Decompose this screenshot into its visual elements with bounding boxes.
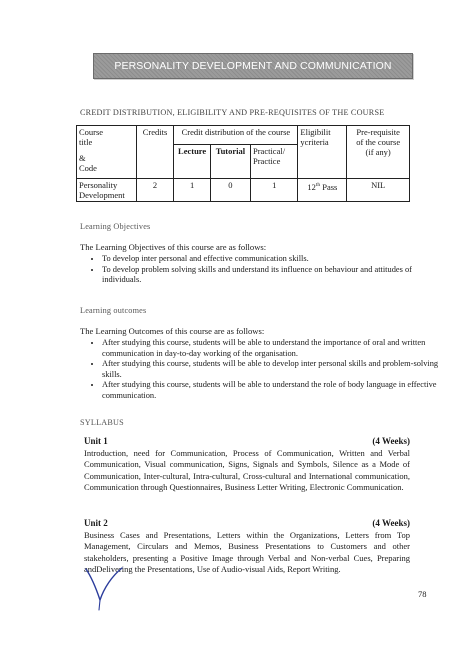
header-credit-distribution: Credit distribution of the course [174, 126, 298, 145]
header-course-title [77, 126, 137, 179]
header-lecture: Lecture [174, 145, 210, 179]
unit-2-duration: (4 Weeks) [372, 518, 410, 528]
header-prereq-line: of the course [356, 137, 401, 147]
header-practical-line: Practical/ [252, 146, 286, 157]
header-eligibility [298, 126, 347, 179]
course-name-line: Development [79, 190, 125, 200]
cell-prerequisite: NIL [347, 179, 410, 202]
cell-course-name [77, 179, 137, 202]
syllabus-heading: SYLLABUS [80, 418, 124, 427]
outcomes-intro: The Learning Outcomes of this course are as follows: [80, 326, 265, 336]
eligibility-text: Pass [320, 181, 338, 192]
credit-distribution-table [76, 125, 410, 202]
unit-1-body: Introduction, need for Communication, Process of Communication, Written and Verbal Communication, Visual communication, Signs, Signals and Symbols, Silence as a Mode of Communication, Inter-cultural, Intra-cultural, Cross-cultural and International communication, Communication through Questionnaires, Business Letter Writing, Electronic Communication. [84, 448, 410, 493]
unit-1-header [84, 436, 410, 446]
unit-2-body: Business Cases and Presentations, Letters within the Organizations, Letters from Top Management, Circulars and Memos, Business Presentations to Customers and other stakeholders, presenting a Positive Image through Verbal and Non-verbal Cues, Preparing andDelivering the Presentations, Use of Audio-visual Aids, Report Writing. [84, 530, 410, 575]
cell-eligibility [298, 179, 347, 202]
objectives-intro: The Learning Objectives of this course are as follows: [80, 242, 267, 252]
list-item: • After studying this course, students will be able to understand the role of body language in effective communication. [102, 380, 440, 401]
eligibility-superscript: th [315, 182, 321, 188]
list-item: • After studying this course, students will be able to understand the importance of oral and written communication in day-to-day working of the organisation. [102, 338, 440, 359]
eligibility-number: 12 [307, 181, 316, 192]
header-course-line: title [79, 137, 93, 147]
checkmark-icon [84, 566, 124, 612]
header-prereq-line: Pre-requisite [356, 127, 400, 137]
learning-outcomes-heading: Learning outcomes [80, 306, 147, 315]
header-practical [250, 145, 297, 179]
header-course-line: & [79, 153, 86, 163]
header-tutorial: Tutorial [210, 145, 250, 179]
cell-lecture: 1 [174, 179, 210, 202]
header-prerequisite [347, 126, 410, 179]
header-course-line: Course [79, 127, 104, 137]
unit-2-header [84, 518, 410, 528]
outcomes-list [80, 338, 440, 402]
unit-1-duration: (4 Weeks) [372, 436, 410, 446]
header-eligibility-line: Eligibilit [300, 127, 331, 137]
header-credits: Credits [136, 126, 174, 179]
cell-tutorial: 0 [210, 179, 250, 202]
table-row [77, 179, 410, 202]
table-header-row [77, 126, 410, 145]
cell-credits: 2 [136, 179, 174, 202]
credit-distribution-heading: CREDIT DISTRIBUTION, ELIGIBILITY AND PRE-REQUISITES OF THE COURSE [80, 108, 385, 117]
header-prereq-line: (if any) [365, 147, 391, 157]
unit-1-title: Unit 1 [84, 436, 108, 446]
list-item: • To develop inter personal and effective communication skills. [102, 254, 440, 265]
cell-practical: 1 [250, 179, 297, 202]
learning-objectives-heading: Learning Objectives [80, 222, 151, 231]
header-course-line: Code [79, 163, 97, 173]
objectives-list [80, 254, 440, 286]
header-eligibility-line: ycriteria [300, 137, 329, 147]
list-item: • After studying this course, students will be able to develop inter personal skills and problem-solving skills. [102, 359, 440, 380]
course-name-line: Personality [79, 180, 118, 190]
page-number: 78 [418, 589, 427, 599]
unit-2-title: Unit 2 [84, 518, 108, 528]
list-item: • To develop problem solving skills and understand its influence on behaviour and attitudes of individuals. [102, 265, 440, 286]
header-practical-line: Practice [252, 156, 281, 167]
course-title-banner: PERSONALITY DEVELOPMENT AND COMMUNICATION [93, 53, 413, 79]
